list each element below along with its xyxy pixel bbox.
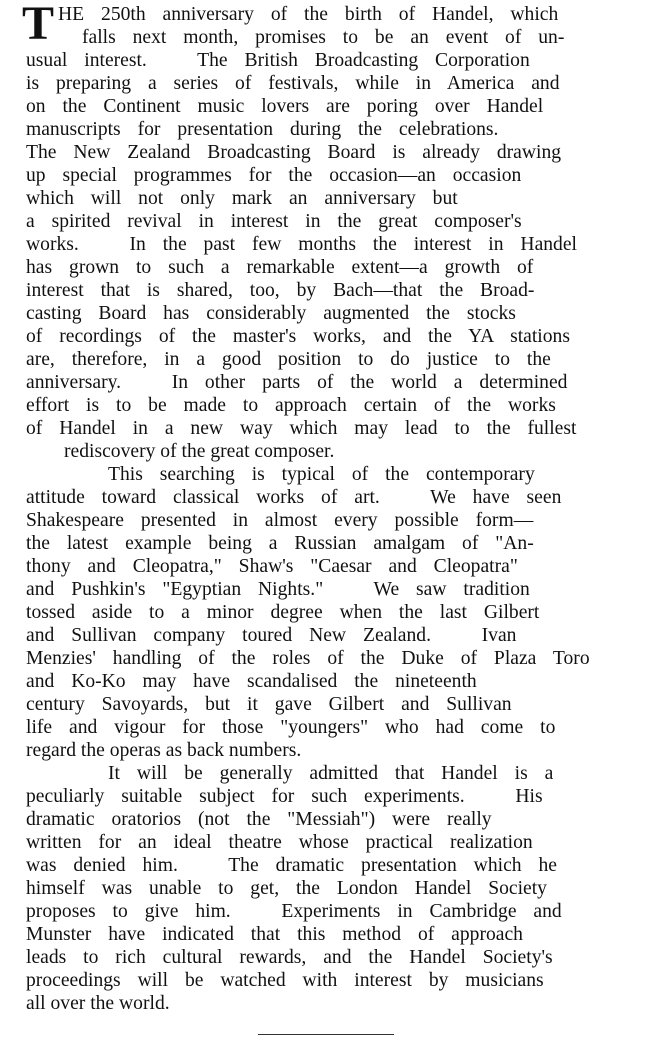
- article-line: manuscripts for presentation during the celebrations.: [26, 119, 499, 140]
- article-line: and Sullivan company toured New Zealand. Ivan: [26, 625, 517, 646]
- article-line: It will be generally admitted that Handel is a: [108, 763, 554, 784]
- article-line: is preparing a series of festivals, while in America and: [26, 73, 560, 94]
- article-line: anniversary. In other parts of the world a determined: [26, 372, 568, 393]
- article-line: effort is to be made to approach certain of the works: [26, 395, 556, 416]
- end-rule: [258, 1034, 394, 1035]
- article-line: has grown to such a remarkable extent—a growth of: [26, 257, 534, 278]
- article-line: casting Board has considerably augmented the stocks: [26, 303, 516, 324]
- article-line: HE 250th anniversary of the birth of Handel, which: [58, 4, 559, 25]
- article-line: regard the operas as back numbers.: [26, 740, 302, 761]
- article-line: was denied him. The dramatic presentation which he: [26, 855, 557, 876]
- article-line: usual interest. The British Broadcasting Corporation: [26, 50, 530, 71]
- article-line: Menzies' handling of the roles of the Duke of Plaza Toro: [26, 648, 590, 669]
- article-line: himself was unable to get, the London Handel Society: [26, 878, 547, 899]
- article-line: leads to rich cultural rewards, and the Handel Society's: [26, 947, 553, 968]
- article-line: of recordings of the master's works, and the YA stations: [26, 326, 570, 347]
- article-line: of Handel in a new way which may lead to the fullest: [26, 418, 577, 439]
- article-line: all over the world.: [26, 993, 170, 1014]
- article-line: The New Zealand Broadcasting Board is already drawing: [26, 142, 562, 163]
- article-line: written for an ideal theatre whose practical realization: [26, 832, 533, 853]
- article-line: attitude toward classical works of art. We have seen: [26, 487, 562, 508]
- article-line: works. In the past few months the interest in Handel: [26, 234, 577, 255]
- article-line: tossed aside to a minor degree when the last Gilbert: [26, 602, 540, 623]
- article-line: This searching is typical of the contemporary: [108, 464, 535, 485]
- article-line: up special programmes for the occasion—an occasion: [26, 165, 522, 186]
- article-line: interest that is shared, too, by Bach—that the Broad-: [26, 280, 535, 301]
- article-line: rediscovery of the great composer.: [64, 441, 335, 462]
- article-line: on the Continent music lovers are poring over Handel: [26, 96, 544, 117]
- article-line: and Ko-Ko may have scandalised the nineteenth: [26, 671, 477, 692]
- article-line: century Savoyards, but it gave Gilbert and Sullivan: [26, 694, 512, 715]
- article-line: thony and Cleopatra," Shaw's "Caesar and Cleopatra": [26, 556, 518, 577]
- article-line: a spirited revival in interest in the great composer's: [26, 211, 522, 232]
- article-line: falls next month, promises to be an event of un-: [82, 27, 565, 48]
- article-line: proceedings will be watched with interest by musicians: [26, 970, 544, 991]
- drop-cap: T: [22, 0, 55, 50]
- article-line: peculiarly suitable subject for such experiments. His: [26, 786, 543, 807]
- article-line: Shakespeare presented in almost every possible form—: [26, 510, 534, 531]
- article-line: life and vigour for those "youngers" who had come to: [26, 717, 556, 738]
- article-line: the latest example being a Russian amalgam of "An-: [26, 533, 534, 554]
- article-line: are, therefore, in a good position to do justice to the: [26, 349, 551, 370]
- article-line: proposes to give him. Experiments in Cambridge and: [26, 901, 562, 922]
- article-line: and Pushkin's "Egyptian Nights." We saw tradition: [26, 579, 530, 600]
- article-line: Munster have indicated that this method of approach: [26, 924, 523, 945]
- article-line: dramatic oratorios (not the "Messiah") were really: [26, 809, 492, 830]
- article-line: which will not only mark an anniversary but: [26, 188, 458, 209]
